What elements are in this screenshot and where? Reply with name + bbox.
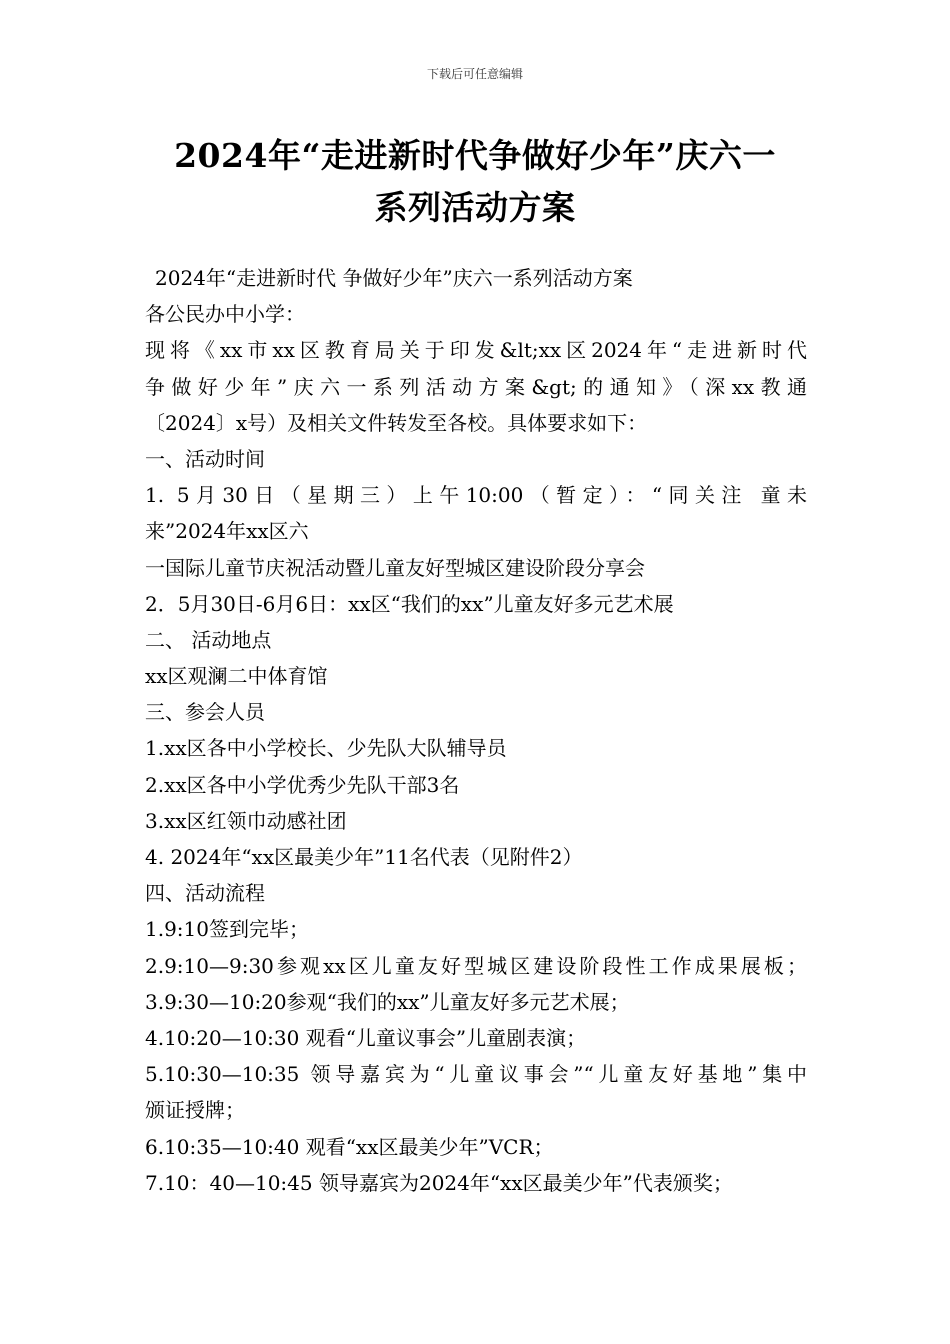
body-line-paragraph-1: 现将《xx市xx区教育局关于印发&lt;xx区2024年“走进新时代 — [145, 338, 807, 363]
body-line-salutation: 各公民办中小学： — [145, 302, 305, 327]
page-header-note: 下载后可任意编辑 — [426, 67, 523, 81]
section-heading-process: 四、活动流程 — [145, 881, 265, 906]
body-line-time-item-1a: 1. 5月30日（星期三）上午10:00（暂定）：“同关注 童未 — [145, 483, 807, 508]
document-body — [145, 260, 807, 1201]
body-line-process-5a: 5.10:30—10:35 领导嘉宾为“儿童议事会”“儿童友好基地”集中 — [145, 1062, 807, 1087]
body-line-process-3: 3.9:30—10:20参观“我们的xx”儿童友好多元艺术展； — [145, 989, 630, 1014]
body-line-attendee-3: 3.xx区红领巾动感社团 — [145, 808, 347, 833]
body-line-process-2: 2.9:10—9:30参观xx区儿童友好型城区建设阶段性工作成果展板； — [145, 953, 807, 978]
body-line-time-item-2: 2．5月30日-6月6日：xx区“我们的xx”儿童友好多元艺术展 — [145, 591, 674, 616]
body-line-time-item-1c: 一国际儿童节庆祝活动暨儿童友好型城区建设阶段分享会 — [145, 555, 645, 580]
body-line-paragraph-2: 争做好少年”庆六一系列活动方案&gt;的通知》（深xx教通 — [145, 374, 807, 399]
section-heading-time: 一、活动时间 — [145, 446, 265, 471]
body-line-process-5b: 颁证授牌； — [145, 1098, 245, 1123]
body-line-time-item-1b: 来”2024年xx区六 — [145, 519, 309, 544]
body-line-process-6: 6.10:35—10:40 观看“xx区最美少年”VCR； — [145, 1134, 554, 1159]
section-heading-attendees: 三、参会人员 — [145, 700, 265, 725]
body-line-paragraph-3: 〔2024〕x号）及相关文件转发至各校。具体要求如下： — [145, 410, 648, 435]
body-line-attendee-4: 4. 2024年“xx区最美少年”11名代表（见附件2） — [145, 845, 583, 869]
body-line-attendee-2: 2.xx区各中小学优秀少先队干部3名 — [145, 772, 460, 797]
document-title — [120, 130, 830, 234]
body-line-attendee-1: 1.xx区各中小学校长、少先队大队辅导员 — [145, 736, 507, 761]
body-line-process-1: 1.9:10签到完毕； — [145, 917, 309, 942]
section-heading-location: 二、 活动地点 — [145, 627, 272, 652]
document-title-line-1: 2024年“走进新时代争做好少年”庆六一 — [174, 136, 776, 175]
document-title-line-2: 系列活动方案 — [374, 188, 576, 227]
body-line-subtitle: 2024年“走进新时代 争做好少年”庆六一系列活动方案 — [155, 266, 633, 290]
body-line-location: xx区观澜二中体育馆 — [145, 664, 328, 689]
body-line-process-7: 7.10：40—10:45 领导嘉宾为2024年“xx区最美少年”代表颁奖； — [145, 1170, 733, 1195]
body-line-process-4: 4.10:20—10:30 观看“儿童议事会”儿童剧表演； — [145, 1025, 587, 1050]
